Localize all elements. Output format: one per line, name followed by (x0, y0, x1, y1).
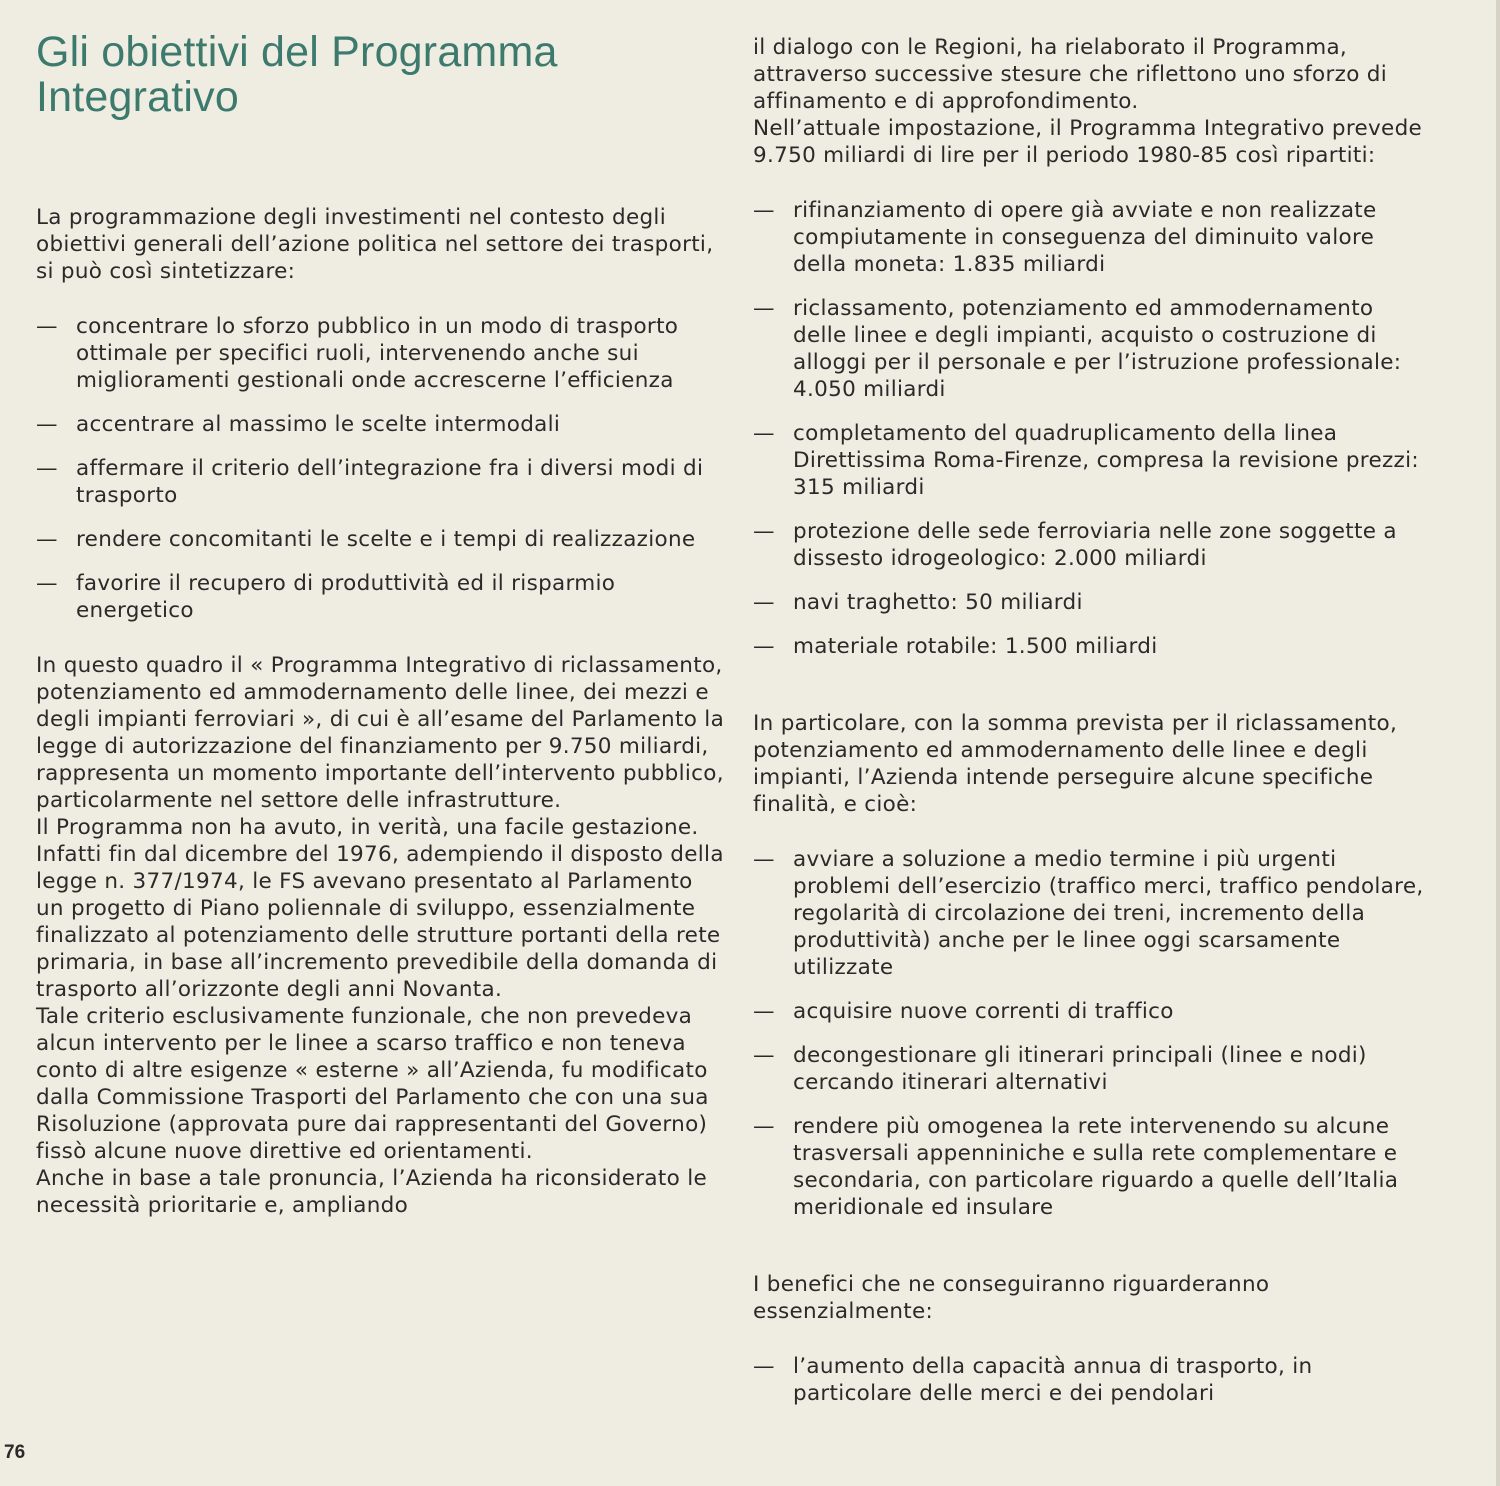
intro-paragraph: La programmazione degli investimenti nel contesto degli obiettivi generali dell’azione politica nel settore dei trasporti, si può così sintetizzare: (36, 205, 714, 284)
body-paragraph: Il Programma non ha avuto, in verità, una facile gestazione. Infatti fin dal dicembre del 1976, adempiendo il disposto della legge n. 377/1974, le FS avevano presentato al Parlamento un progetto di Piano poliennale di sviluppo, essenzialmente finalizzato al potenziamento delle strutture portanti della rete primaria, in base all’incremento prevedibile della domanda di trasporto all’orizzonte degli anni Novanta. (36, 815, 724, 1002)
benefits-list (753, 1353, 1433, 1407)
list-item: — l’aumento della capacità annua di trasporto, in particolare delle merci e dei pendolari (753, 1354, 1313, 1406)
page-number: 76 (4, 1442, 26, 1463)
list-item: — rifinanziamento di opere già avviate e non realizzate compiutamente in conseguenza del diminuito valore della moneta: 1.835 miliardi (753, 198, 1377, 277)
body-paragraph: Anche in base a tale pronuncia, l’Azienda ha riconsiderato le necessità prioritarie e, ampliando (36, 1166, 708, 1218)
body-paragraph: Tale criterio esclusivamente funzionale, che non prevedeva alcun intervento per le linee a scarso traffico e non teneva conto di altre esigenze « esterne » all’Azienda, fu modificato dalla Commissione Trasporti del Parlamento che con una sua Risoluzione (approvata pure dai rappresentanti del Governo) fissò alcune nuove direttive ed orientamenti. (36, 1004, 709, 1164)
body-paragraph: I benefici che ne conseguiranno riguarderanno essenzialmente: (753, 1272, 1270, 1324)
list-item: — concentrare lo sforzo pubblico in un modo di trasporto ottimale per specifici ruoli, intervenendo anche sui miglioramenti gestionali onde accrescerne l’efficienza (36, 314, 679, 393)
list-item: — affermare il criterio dell’integrazione fra i diversi modi di trasporto (36, 456, 704, 508)
list-item: — rendere più omogenea la rete intervenendo su alcune trasversali appenniniche e sulla rete complementare e secondaria, con particolare riguardo a quelle dell’Italia meridionale ed insulare (753, 1114, 1399, 1220)
objectives-list (36, 313, 726, 624)
list-item: — avviare a soluzione a medio termine i più urgenti problemi dell’esercizio (traffico merci, traffico pendolare, regolarità di circolazione dei treni, incremento della produttività) anche per le linee oggi scarsamente utilizzate (753, 847, 1424, 980)
list-item: — riclassamento, potenziamento ed ammodernamento delle linee e degli impianti, acquisto o costruzione di alloggi per il personale e per l’istruzione professionale: 4.050 miliardi (753, 296, 1402, 402)
page-edge (1496, 0, 1500, 1486)
body-paragraph: In questo quadro il « Programma Integrativo di riclassamento, potenziamento ed ammodernamento delle linee, dei mezzi e degli impianti ferroviari », di cui è all’esame del Parlamento la legge di autorizzazione del finanziamento per 9.750 miliardi, rappresenta un momento importante dell’intervento pubblico, particolarmente nel settore delle infrastrutture. (36, 653, 725, 813)
body-paragraph: il dialogo con le Regioni, ha rielaborato il Programma, attraverso successive stesure che riflettono uno sforzo di affinamento e di approfondimento. (753, 35, 1388, 114)
list-item: — protezione delle sede ferroviaria nelle zone soggette a dissesto idrogeologico: 2.000 miliardi (753, 519, 1397, 571)
left-column (36, 204, 726, 1219)
list-item: — rendere concomitanti le scelte e i tempi di realizzazione (36, 527, 696, 552)
list-item: — favorire il recupero di produttività ed il risparmio energetico (36, 571, 616, 623)
aims-list (753, 846, 1433, 1221)
body-paragraph: Nell’attuale impostazione, il Programma Integrativo prevede 9.750 miliardi di lire per il periodo 1980-85 così ripartiti: (753, 116, 1423, 168)
list-item: — accentrare al massimo le scelte intermodali (36, 412, 561, 437)
list-item: — materiale rotabile: 1.500 miliardi (753, 634, 1158, 659)
list-item: — navi traghetto: 50 miliardi (753, 590, 1083, 615)
list-item: — completamento del quadruplicamento della linea Direttissima Roma-Firenze, compresa la revisione prezzi: 315 miliardi (753, 421, 1419, 500)
right-column (753, 34, 1433, 1407)
page-title: Gli obiettivi del Programma Integrativo (36, 28, 558, 121)
list-item: — decongestionare gli itinerari principali (linee e nodi) cercando itinerari alternativi (753, 1043, 1367, 1095)
body-paragraph: In particolare, con la somma prevista per il riclassamento, potenziamento ed ammodernamento delle linee e degli impianti, l’Azienda intende perseguire alcune specifiche finalità, e cioè: (753, 711, 1398, 817)
allocations-list (753, 197, 1433, 660)
list-item: — acquisire nuove correnti di traffico (753, 999, 1174, 1024)
